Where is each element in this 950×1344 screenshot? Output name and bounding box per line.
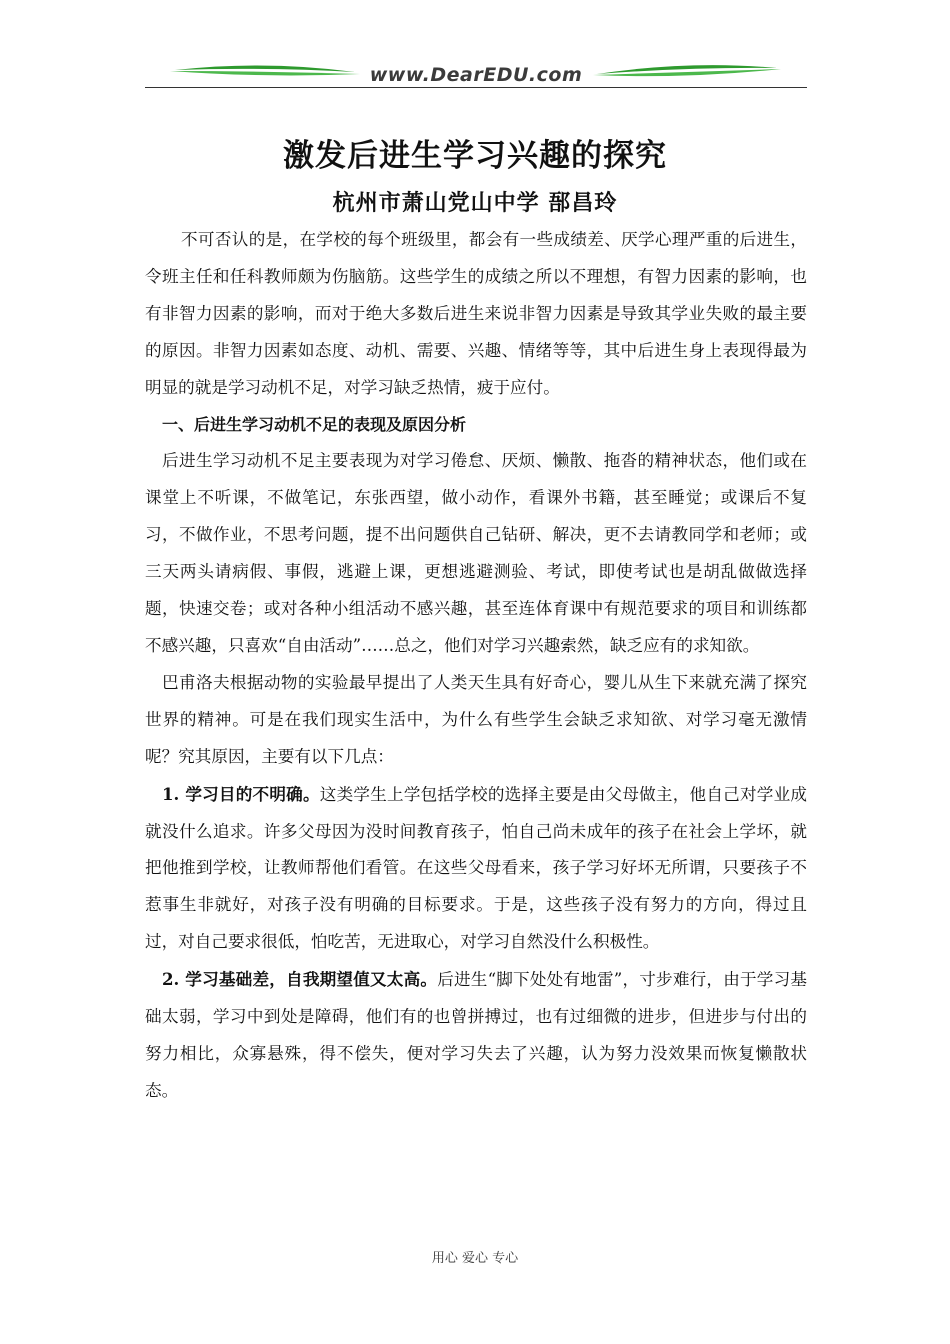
point-1-body: 这类学生上学包括学校的选择主要是由父母做主，他自己对学业成就没什么追求。许多父母因为没时间教育孩子，怕自己尚未成年的孩子在社会上学坏，就把他推到学校，让教师帮他们看管。在这些父母看来，孩子学习好坏无所谓，只要孩子不惹事生非就好，对孩子没有明确的目标要求。于是，这些孩子没有努力的方向，得过且过，对自己要求很低，怕吃苦，无进取心，对学习自然没什么积极性。 xyxy=(145,784,807,952)
page-title: 激发后进生学习兴趣的探究 xyxy=(283,138,667,174)
page-header xyxy=(145,58,807,92)
site-logo-text: www.DearEDU.com xyxy=(369,64,583,86)
paragraph-intro: 不可否认的是，在学校的每个班级里，都会有一些成绩差、厌学心理严重的后进生，令班主任和任科教师颇为伤脑筋。这些学生的成绩之所以不理想，有智力因素的影响，也有非智力因素的影响，而对于绝大多数后进生来说非智力因素是导致其学业失败的最主要的原因。非智力因素如态度、动机、需要、兴趣、情绪等等，其中后进生身上表现得最为明显的就是学习动机不足，对学习缺乏热情，疲于应付。 xyxy=(145,230,807,397)
paragraph-symptoms: 后进生学习动机不足主要表现为对学习倦怠、厌烦、懒散、拖沓的精神状态，他们或在课堂上不听课，不做笔记，东张西望，做小动作，看课外书籍，甚至睡觉；或课后不复习，不做作业，不思考问题，提不出问题供自己钻研、解决，更不去请教同学和老师；或三天两头请病假、事假，逃避上课，更想逃避测验、考试，即使考试也是胡乱做做选择题，快速交卷；或对各种小组活动不感兴趣，甚至连体育课中有规范要求的项目和训练都不感兴趣，只喜欢“自由活动”……总之，他们对学习兴趣索然，缺乏应有的求知欲。 xyxy=(145,451,807,655)
page-footer: 用心 爱心 专心 xyxy=(431,1251,519,1266)
paragraph-point-1 xyxy=(145,776,807,962)
paragraph-pavlov: 巴甫洛夫根据动物的实验最早提出了人类天生具有好奇心，婴儿从生下来就充满了探究世界的精神。可是在我们现实生活中，为什么有些学生会缺乏求知欲、对学习毫无激情呢？究其原因，主要有以下几点： xyxy=(145,672,807,766)
article-body xyxy=(145,222,807,1110)
header-divider xyxy=(145,87,807,88)
section-heading: 一、后进生学习动机不足的表现及原因分析 xyxy=(162,414,467,434)
paragraph-point-2 xyxy=(145,961,807,1110)
author-line: 杭州市萧山党山中学 郚昌玲 xyxy=(332,191,618,216)
point-2-lead: 2. 学习基础差，自我期望值又太高。 xyxy=(162,969,438,990)
point-2-body: 后进生“脚下处处有地雷”，寸步难行，由于学习基础太弱，学习中到处是障碍，他们有的也曾拼搏过，也有过细微的进步，但进步与付出的努力相比，众寡悬殊，得不偿失，便对学习失去了兴趣，认为努力没效果而恢复懒散状态。 xyxy=(145,970,807,1100)
point-1-lead: 1. 学习目的不明确。 xyxy=(162,783,320,804)
